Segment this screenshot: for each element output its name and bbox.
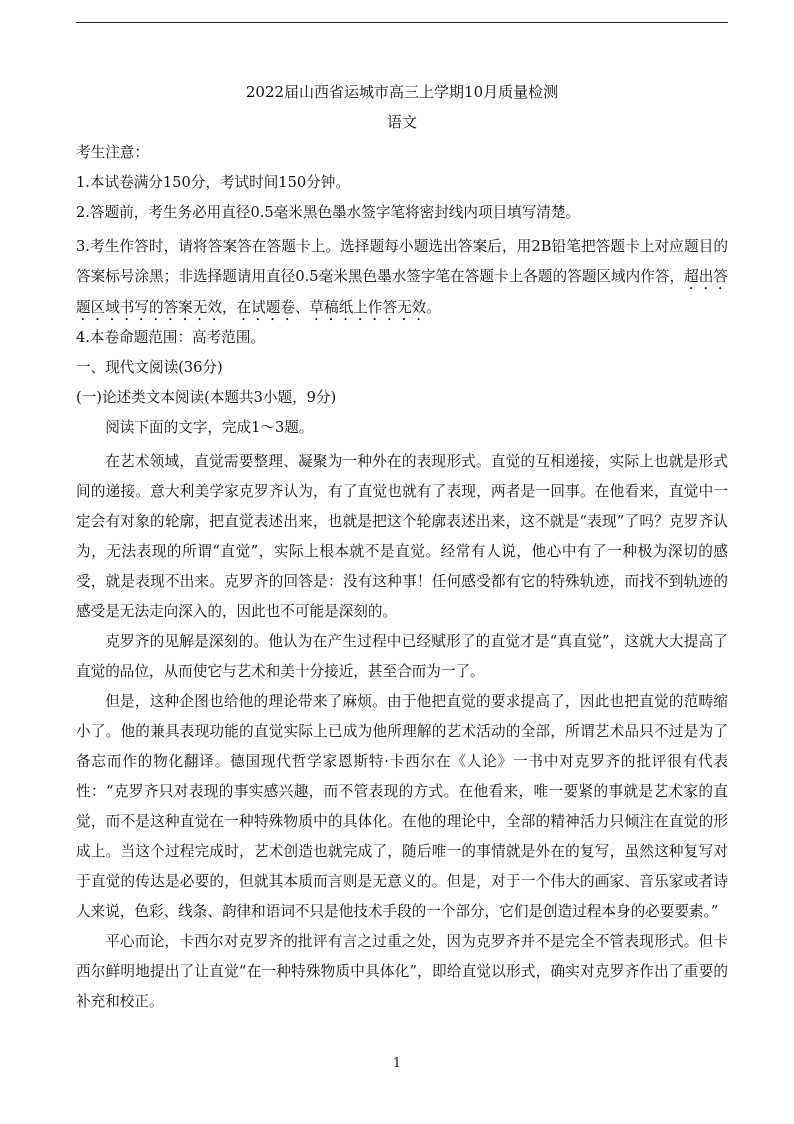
- reading-instruction: 阅读下面的文字，完成1～3题。: [105, 419, 314, 436]
- exam-title: 2022届山西省运城市高三上学期10月质量检测: [245, 83, 559, 101]
- header-rule: [76, 22, 728, 23]
- page-number: 1: [392, 1056, 402, 1071]
- section-heading: 一、现代文阅读(36分): [76, 359, 223, 376]
- paragraph-1: 在艺术领域，直觉需要整理、凝聚为一种外在的表现形式。直觉的互相递接，实际上也就是形式间的递接。意大利美学家克罗齐认为，有了直觉也就有了表现，两者是一回事。在他看来，直觉中一定会有对象的轮廓，把直觉表述出来，也就是把这个轮廓表述出来，这不就是“表现”了吗？克罗齐认为，无法表现的所谓“直觉”，实际上根本就不是直觉。经常有人说，他心中有了一种极为深切的感受，就是表现不出来。克罗齐的回答是：没有这种事！任何感受都有它的特殊轨迹，而找不到轨迹的感受是无法走向深入的，因此也不可能是深刻的。: [76, 453, 728, 620]
- notice-heading: 考生注意：: [76, 144, 149, 161]
- notice-item-4: 4.本卷命题范围：高考范围。: [76, 329, 266, 346]
- notice-item-3-emphasis: 超出答题区域书写的答案无效，在试题卷、草稿纸上作答无效。: [76, 268, 728, 316]
- subsection-heading: (一)论述类文本阅读(本题共3小题，9分): [76, 389, 337, 406]
- exam-subject: 语文: [386, 113, 417, 131]
- notice-item-3-text: 3.考生作答时，请将答案答在答题卡上。选择题每小题选出答案后，用2B铅笔把答题卡上对应题目的答案标号涂黑；非选择题请用直径0.5毫米黑色墨水签字笔在答题卡上各题的答题区域内作答，: [76, 238, 728, 285]
- paragraph-3: 但是，这种企图也给他的理论带来了麻烦。由于他把直觉的要求提高了，因此也把直觉的范畴缩小了。他的兼具表现功能的直觉实际上已成为他所理解的艺术活动的全部，所谓艺术品只不过是为了备忘而作的物化翻译。德国现代哲学家恩斯特·卡西尔在《人论》一书中对克罗齐的批评很有代表性：“克罗齐只对表现的事实感兴趣，而不管表现的方式。在他看来，唯一要紧的事就是艺术家的直觉，而不是这种直觉在一种特殊物质中的具体化。在他的理论中，全部的精神活力只倾注在直觉的形成上。当这个过程完成时，艺术创造也就完成了，随后唯一的事情就是外在的复写，虽然这种复写对于直觉的传达是必要的，但就其本质而言则是无意义的。但是，对于一个伟大的画家、音乐家或者诗人来说，色彩、线条、韵律和语词不只是他技术手段的一个部分，它们是创造过程本身的必要要素。”: [76, 693, 728, 920]
- notice-item-1: 1.本试卷满分150分，考试时间150分钟。: [76, 174, 350, 191]
- paragraph-2: 克罗齐的见解是深刻的。他认为在产生过程中已经赋形了的直觉才是“真直觉”，这就大大提高了直觉的品位，从而使它与艺术和美十分接近，甚至合而为一了。: [76, 633, 728, 680]
- notice-item-3: [76, 232, 728, 324]
- paragraph-4: 平心而论，卡西尔对克罗齐的批评有言之过重之处，因为克罗齐并不是完全不管表现形式。但卡西尔鲜明地提出了让直觉“在一种特殊物质中具体化”，即给直觉以形式，确实对克罗齐作出了重要的补充和校正。: [76, 933, 728, 1010]
- notice-item-2: 2.答题前，考生务必用直径0.5毫米黑色墨水签字笔将密封线内项目填写清楚。: [76, 204, 581, 221]
- document-page: [76, 82, 728, 1017]
